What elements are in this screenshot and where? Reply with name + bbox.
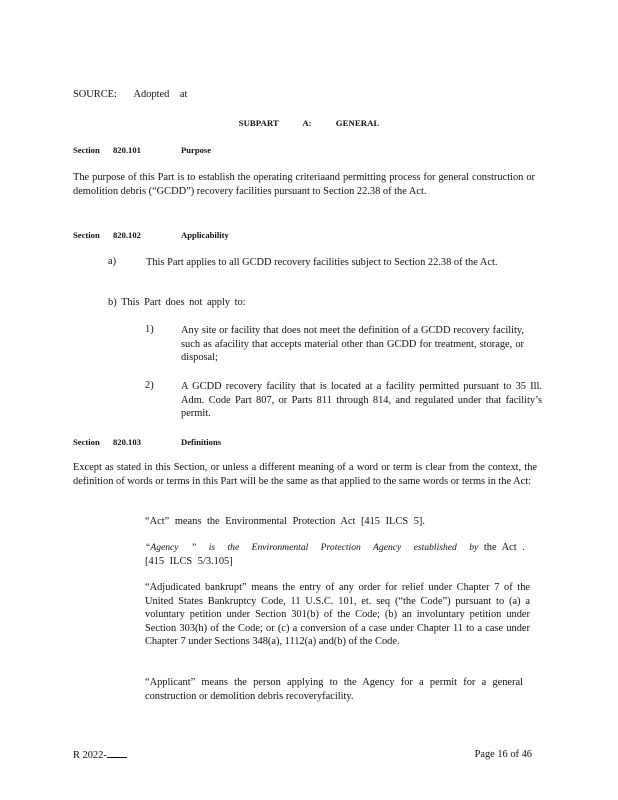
section-title: Definitions [181,437,222,447]
definition-agency-italic: “Agency ” is the Environmental Protection Agency established by [145,542,479,553]
definitions-intro: Except as stated in this Section, or unless a different meaning of a word or term is clear from the context, the definition of words or terms in this Part will be the same as that applied to the same words or terms in the Act: [73,462,537,487]
source-label: SOURCE: [73,89,117,100]
footer-docket: R 2022- [73,750,107,761]
definition-applicant: “Applicant” means the person applying to the Agency for a permit for a general construction or demolition debris recoveryfacility. [145,677,523,702]
definition-act: “Act” means the Environmental Protection Act [415 ILCS 5]. [145,516,425,527]
list-label-1: 1) [145,324,154,335]
section-title: Applicability [181,230,229,240]
section-number: 820.103 [113,437,141,447]
applicability-b-text: b) This Part does not apply to: [108,297,246,308]
list-label-a: a) [108,256,117,267]
definition-agency-rest: the Act . [415 ILCS 5/3.105] [145,542,525,567]
section-title: Purpose [181,145,212,155]
applicability-item-1-text: Any site or facility that does not meet the definition of a GCDD recovery facility, such as afacility that accepts material other than GCDD for treatment, storage, or disposal; [181,325,524,363]
section-label: Section [73,230,100,240]
applicability-item-2-text: A GCDD recovery facility that is located at a facility permitted pursuant to 35 Ill. Adm. Code Part 807, or Parts 811 through 814, and regulated under that facility’s permit. [181,381,542,419]
source-line [73,88,273,102]
section-number: 820.102 [113,230,141,240]
purpose-paragraph: The purpose of this Part is to establish the operating criteriaand permitting process for general construction or demolition debris (“GCDD”) recovery facilities pursuant to Section 22.38 of the Act. [73,172,535,197]
list-label-2: 2) [145,380,154,391]
section-label: Section [73,145,100,155]
docket-blank-line [107,748,127,758]
section-label: Section [73,437,100,447]
footer-left [73,748,193,763]
applicability-a-text: This Part applies to all GCDD recovery facilities subject to Section 22.38 of the Act. [146,257,498,268]
section-number: 820.101 [113,145,141,155]
subpart-title: SUBPART A: GENERAL [238,118,380,128]
source-text: Adopted at [133,89,188,100]
footer-page-number: Page 16 of 46 [474,749,532,760]
definition-agency [145,541,530,568]
definition-adjudicated-bankrupt: “Adjudicated bankrupt” means the entry of any order for relief under Chapter 7 of the United States Bankruptcy Code, 11 U.S.C. 101, et. seq (“the Code”) pursuant to (a) a voluntary petition under Section 301(b) of the Code; (b) an involuntary petition under Section 303(h) of the Code; or (c) a conversion of a case under Chapter 11 to a case under Chapter 7 under Sections 348(a), 1112(a) and(b) of the Code. [145,582,530,647]
